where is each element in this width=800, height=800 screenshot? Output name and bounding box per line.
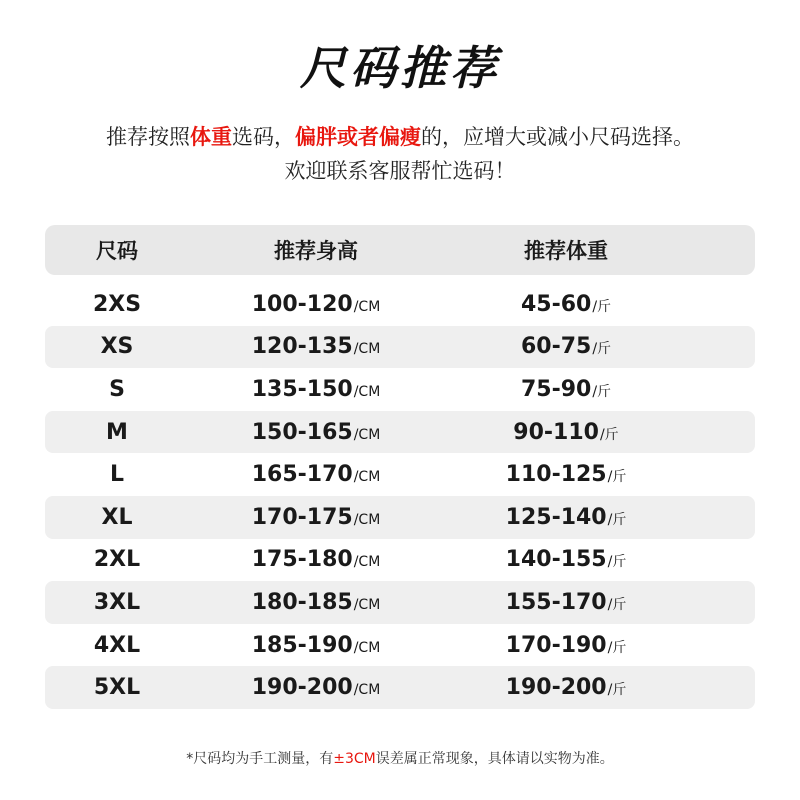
footnote-tolerance: ±3CM — [333, 751, 376, 767]
height-unit: /CM — [353, 426, 381, 443]
size-cell: XL — [101, 504, 133, 530]
table-row — [45, 539, 755, 582]
weight-cell — [443, 590, 689, 615]
weight-unit: /斤 — [592, 341, 612, 358]
weight-value: 125-140 — [505, 504, 607, 530]
weight-value: 190-200 — [505, 675, 607, 701]
table-header — [45, 225, 755, 275]
footnote-text-a: *尺码均为手工测量，有 — [186, 751, 334, 767]
height-value: 100-120 — [251, 291, 353, 317]
intro-text-c: 选码， — [232, 125, 295, 149]
weight-unit: /斤 — [607, 596, 627, 613]
weight-unit: /斤 — [607, 639, 627, 656]
weight-cell — [443, 292, 689, 317]
weight-unit: /斤 — [607, 682, 627, 699]
height-value: 120-135 — [251, 334, 353, 360]
height-cell — [189, 590, 443, 615]
height-unit: /CM — [353, 341, 381, 358]
table-row — [45, 496, 755, 539]
height-value: 180-185 — [251, 589, 353, 615]
weight-value: 110-125 — [505, 462, 607, 488]
intro-highlight-body-type: 偏胖或者偏瘦 — [295, 125, 421, 149]
header-weight: 推荐体重 — [524, 239, 608, 263]
table-body — [45, 283, 755, 709]
weight-unit: /斤 — [592, 298, 612, 315]
height-value: 190-200 — [251, 675, 353, 701]
height-cell — [189, 377, 443, 402]
table-row — [45, 624, 755, 667]
intro-line-1 — [0, 122, 800, 152]
page-title: 尺码推荐 — [300, 41, 500, 95]
height-cell — [189, 547, 443, 572]
table-row — [45, 581, 755, 624]
table-row — [45, 283, 755, 326]
weight-value: 90-110 — [513, 419, 599, 445]
table-row — [45, 326, 755, 369]
weight-cell — [443, 505, 689, 530]
intro-text-a: 推荐按照 — [106, 125, 190, 149]
height-cell — [189, 334, 443, 359]
height-cell — [189, 462, 443, 487]
size-cell: L — [109, 462, 125, 488]
height-unit: /CM — [353, 682, 381, 699]
weight-value: 155-170 — [505, 589, 607, 615]
size-cell: S — [109, 376, 125, 402]
intro-highlight-weight: 体重 — [190, 125, 232, 149]
size-cell: 2XL — [93, 547, 141, 573]
table-row — [45, 453, 755, 496]
height-value: 165-170 — [251, 462, 353, 488]
height-value: 175-180 — [251, 547, 353, 573]
size-cell: XS — [100, 334, 134, 360]
size-table — [45, 225, 755, 709]
intro-line-2: 欢迎联系客服帮忙选码！ — [284, 159, 516, 183]
weight-unit: /斤 — [607, 554, 627, 571]
footnote-text-c: 误差属正常现象，具体请以实物为准。 — [375, 751, 614, 767]
weight-cell — [443, 675, 689, 700]
weight-unit: /斤 — [599, 426, 619, 443]
footnote — [0, 748, 800, 770]
weight-unit: /斤 — [607, 469, 627, 486]
height-cell — [189, 420, 443, 445]
height-value: 150-165 — [251, 419, 353, 445]
height-cell — [189, 675, 443, 700]
height-value: 170-175 — [251, 504, 353, 530]
height-cell — [189, 292, 443, 317]
weight-cell — [443, 633, 689, 658]
weight-value: 140-155 — [505, 547, 607, 573]
height-unit: /CM — [353, 298, 381, 315]
header-size: 尺码 — [96, 239, 138, 263]
table-row — [45, 411, 755, 454]
table-row — [45, 666, 755, 709]
weight-value: 45-60 — [520, 291, 592, 317]
weight-cell — [443, 377, 689, 402]
weight-value: 75-90 — [520, 376, 592, 402]
size-cell: M — [106, 419, 128, 445]
height-unit: /CM — [353, 383, 381, 400]
size-cell: 2XS — [92, 291, 142, 317]
height-unit: /CM — [353, 469, 381, 486]
weight-cell — [443, 462, 689, 487]
weight-cell — [443, 547, 689, 572]
size-cell: 3XL — [93, 589, 141, 615]
weight-cell — [443, 334, 689, 359]
height-value: 135-150 — [251, 376, 353, 402]
table-row — [45, 368, 755, 411]
weight-unit: /斤 — [592, 383, 612, 400]
intro-text-e: 的，应增大或减小尺码选择。 — [421, 125, 694, 149]
header-height: 推荐身高 — [274, 239, 358, 263]
weight-value: 170-190 — [505, 632, 607, 658]
weight-value: 60-75 — [520, 334, 592, 360]
height-cell — [189, 633, 443, 658]
size-cell: 5XL — [93, 675, 141, 701]
height-cell — [189, 505, 443, 530]
height-unit: /CM — [353, 511, 381, 528]
weight-unit: /斤 — [607, 511, 627, 528]
height-value: 185-190 — [251, 632, 353, 658]
height-unit: /CM — [353, 639, 381, 656]
size-cell: 4XL — [93, 632, 141, 658]
height-unit: /CM — [353, 596, 381, 613]
weight-cell — [443, 420, 689, 445]
height-unit: /CM — [353, 554, 381, 571]
